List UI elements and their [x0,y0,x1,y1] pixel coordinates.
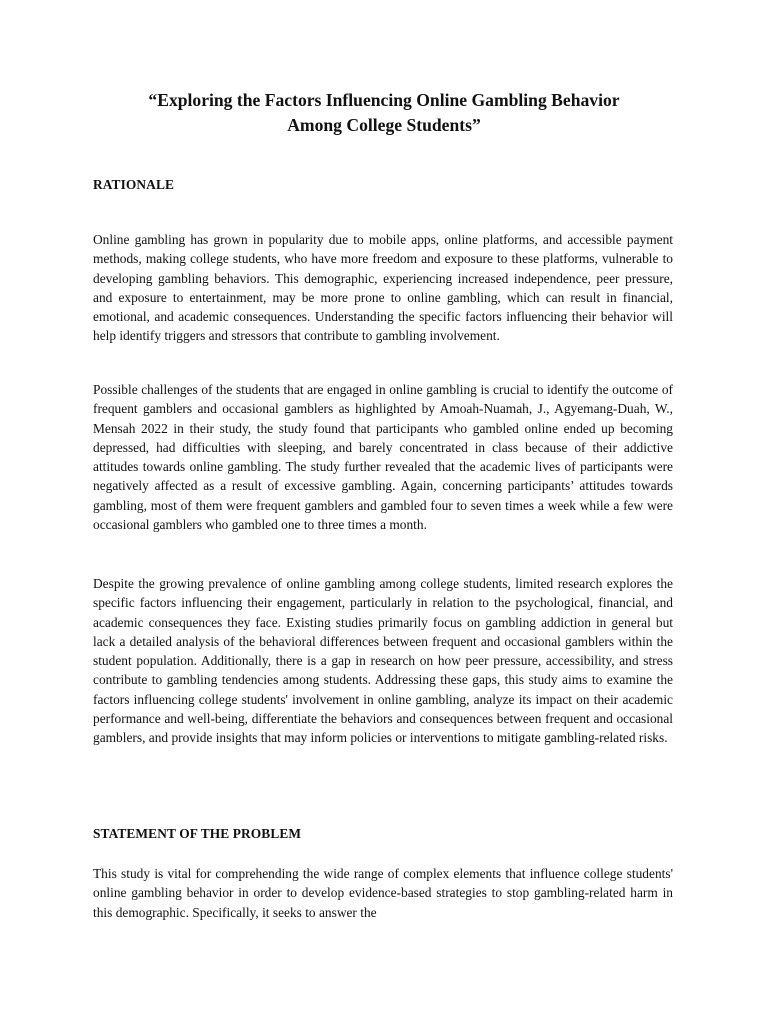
rationale-paragraph-3: Despite the growing prevalence of online gambling among college students, limited research explores the specific factors influencing their engagement, particularly in relation to the psychological, financial, and academic consequences they face. Existing studies primarily focus on gambling addiction in general but lack a detailed analysis of the behavioral differences between frequent and occasional gamblers within the student population. Additionally, there is a gap in research on how peer pressure, accessibility, and stress contribute to gambling tendencies among students. Addressing these gaps, this study aims to examine the factors influencing college students' involvement in online gambling, analyze its impact on their academic performance and well-being, differentiate the behaviors and consequences between frequent and occasional gamblers, and provide insights that may inform policies or interventions to mitigate gambling-related risks. [93,576,673,746]
statement-of-problem-heading: STATEMENT OF THE PROBLEM [93,826,302,841]
title-line-2: Among College Students” [287,115,481,135]
rationale-paragraph-1: Online gambling has grown in popularity due to mobile apps, online platforms, and accessible payment methods, making college students, who have more freedom and exposure to these platforms, vulnerable to developing gambling behaviors. This demographic, experiencing increased independence, peer pressure, and exposure to entertainment, may be more prone to online gambling, which can result in financial, emotional, and academic consequences. Understanding the specific factors influencing their behavior will help identify triggers and stressors that contribute to gambling involvement. [93,232,673,344]
rationale-paragraph-2: Possible challenges of the students that are engaged in online gambling is crucial to identify the outcome of frequent gamblers and occasional gamblers as highlighted by Amoah-Nuamah, J., Agyemang-Duah, W., Mensah 2022 in their study, the study found that participants who gambled online ended up becoming depressed, had difficulties with sleeping, and barely concentrated in class because of their addictive attitudes towards online gambling. The study further revealed that the academic lives of participants were negatively affected as a result of excessive gambling. Again, concerning participants’ attitudes towards gambling, most of them were frequent gamblers and gambled four to seven times a week while a few were occasional gamblers who gambled one to three times a month. [93,382,673,533]
rationale-heading: RATIONALE [93,177,175,192]
problem-paragraph-1: This study is vital for comprehending the wide range of complex elements that influence college students' online gambling behavior in order to develop evidence-based strategies to stop gambling-related harm in this demographic. Specifically, it seeks to answer the [93,866,673,920]
document-title [60,88,708,138]
title-line-1: “Exploring the Factors Influencing Online Gambling Behavior [148,90,620,110]
